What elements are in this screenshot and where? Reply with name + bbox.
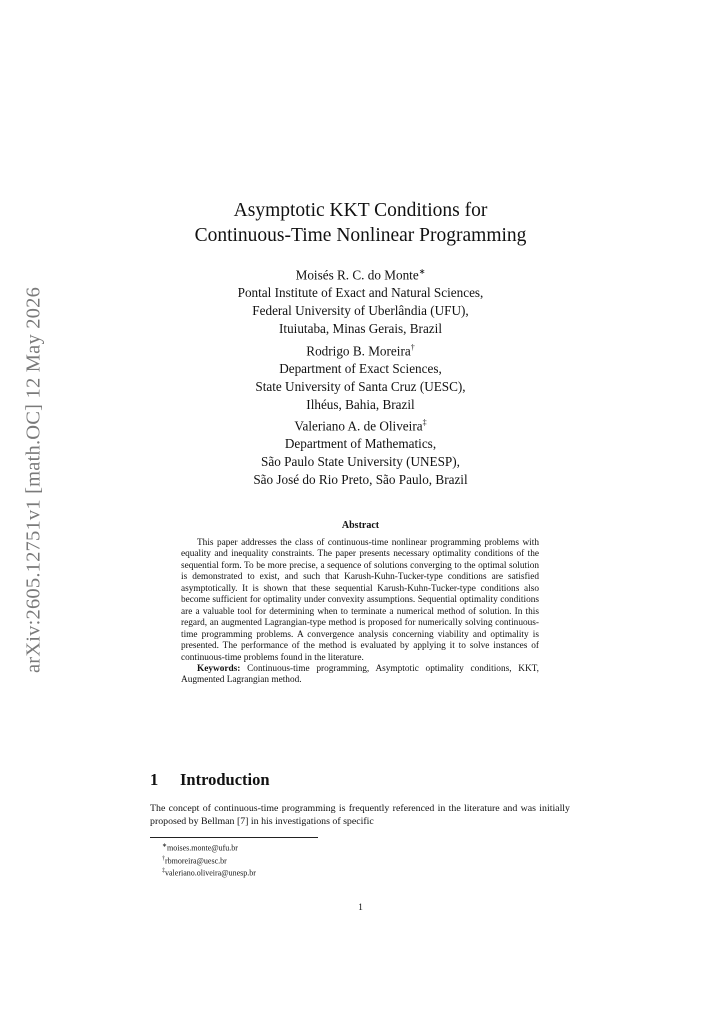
footnote-divider	[150, 837, 318, 838]
paper-title	[0, 198, 721, 248]
footnote-mark: ‡	[422, 418, 427, 427]
introduction-paragraph: The concept of continuous-time programming is frequently referenced in the literature and was initially proposed by Bellman [7] in his investigations of specific	[150, 803, 570, 827]
title-line-1: Asymptotic KKT Conditions for	[233, 200, 488, 221]
footnotes	[162, 841, 256, 879]
abstract-heading: Abstract	[341, 520, 380, 531]
affiliation-line: Ilhéus, Bahia, Brazil	[306, 397, 415, 413]
footnote-mark: †	[410, 343, 415, 352]
footnote-email: rbmoreira@uesc.br	[165, 856, 227, 866]
author-name: Valeriano A. de Oliveira‡	[294, 418, 427, 434]
affiliation-line: São José do Rio Preto, São Paulo, Brazil	[253, 472, 468, 488]
affiliation-line: Ituiutaba, Minas Gerais, Brazil	[279, 321, 442, 337]
author-block-3	[0, 414, 721, 489]
author-name: Moisés R. C. do Monte∗	[295, 267, 426, 283]
affiliation-line: Pontal Institute of Exact and Natural Sciences,	[237, 285, 484, 301]
section-number: 1	[150, 770, 159, 789]
affiliation-line: São Paulo State University (UNESP),	[261, 454, 460, 470]
footnote-email: valeriano.oliveira@unesp.br	[165, 868, 256, 878]
keywords-text: Continuous-time programming, Asymptotic optimality conditions, KKT, Augmented Lagrangian method.	[181, 663, 539, 686]
affiliation-line: Department of Mathematics,	[284, 436, 437, 452]
footnote-2: †rbmoreira@uesc.br	[162, 855, 227, 866]
title-line-2: Continuous-Time Nonlinear Programming	[194, 225, 527, 246]
affiliation-line: Department of Exact Sciences,	[279, 361, 442, 377]
footnote-1: ∗moises.monte@ufu.br	[162, 843, 238, 853]
affiliation-line: Federal University of Uberlândia (UFU),	[252, 303, 469, 319]
abstract-paragraph: This paper addresses the class of continuous-time nonlinear programming problems with equality and inequality constraints. The paper presents necessary optimality conditions of the sequential form. To be more precise, a sequence of solutions converging to the optimal solution is demonstrated to exist, and such that Karush-Kuhn-Tucker-type conditions are satisfied asymptotically. It is shown that these sequential Karush-Kuhn-Tucker-type conditions also become sufficient for optimality under convexity assumptions. Sequential optimality conditions are a valuable tool for determining when to terminate a numerical method of solution. In this regard, an augmented Lagrangian-type method is proposed for numerically solving continuous-time programming problems. A convergence analysis concerning viability and optimality is presented. The performance of the method is evaluated by applying it to solve instances of continuous-time problems found in the literature.	[181, 538, 539, 663]
page-number: 1	[358, 902, 363, 913]
arxiv-identifier-stamp: arXiv:2605.12751v1 [math.OC] 12 May 2026	[22, 286, 45, 674]
keywords-line	[181, 664, 539, 687]
author-block-1	[0, 263, 721, 338]
footnote-email: moises.monte@ufu.br	[167, 843, 238, 853]
keywords-label: Keywords:	[197, 663, 241, 674]
footnote-mark: ∗	[418, 267, 426, 276]
section-heading	[150, 770, 270, 790]
author-block-2	[0, 339, 721, 414]
affiliation-line: State University of Santa Cruz (UESC),	[255, 379, 466, 395]
section-title: Introduction	[180, 770, 270, 789]
abstract-body	[181, 538, 539, 687]
footnote-3: ‡valeriano.oliveira@unesp.br	[162, 868, 256, 878]
author-name: Rodrigo B. Moreira†	[306, 343, 415, 359]
